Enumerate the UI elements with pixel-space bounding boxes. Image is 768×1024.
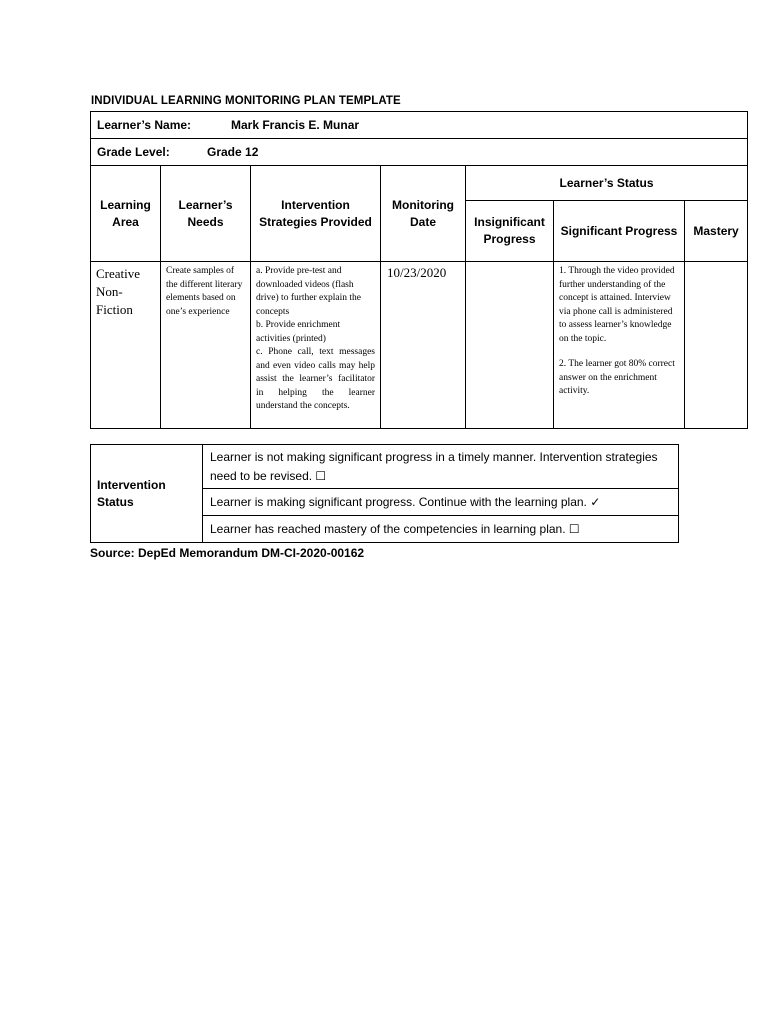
significant-progress-cell bbox=[554, 262, 685, 429]
grade-level-label: Grade Level: bbox=[97, 145, 170, 159]
source-citation: Source: DepEd Memorandum DM-CI-2020-00162 bbox=[90, 546, 365, 560]
progress-note: 1. Through the video provided further understanding of the concept is attained. Interview via phone call is administered to assess learner’s knowledge on the topic. bbox=[559, 266, 675, 344]
status-option-continue[interactable]: Learner is making significant progress. Continue with the learning plan. ✓ bbox=[203, 489, 679, 516]
strategy-item: b. Provide enrichment activities (printed) bbox=[256, 320, 341, 344]
header-insignificant-progress: Insignificant Progress bbox=[466, 201, 554, 262]
monitoring-plan-table bbox=[90, 111, 748, 429]
header-learners-needs: Learner’s Needs bbox=[161, 166, 251, 262]
intervention-status-table bbox=[90, 444, 679, 543]
mastery-cell bbox=[685, 262, 748, 429]
grade-level-value: Grade 12 bbox=[207, 145, 259, 159]
document-title: INDIVIDUAL LEARNING MONITORING PLAN TEMPLATE bbox=[91, 95, 401, 107]
learner-name-label: Learner’s Name: bbox=[97, 118, 192, 132]
learner-name-row bbox=[91, 112, 748, 139]
table-row bbox=[91, 262, 748, 429]
header-monitoring-date: Monitoring Date bbox=[381, 166, 466, 262]
status-option-mastery[interactable]: Learner has reached mastery of the competencies in learning plan. ☐ bbox=[203, 516, 679, 543]
grade-level-row bbox=[91, 139, 748, 166]
strategy-item: a. Provide pre-test and downloaded videos (flash drive) to further explain the concepts bbox=[256, 266, 361, 317]
strategy-item: c. Phone call, text messages and even video calls may help assist the learner’s facilitator in helping the learner understand the concepts. bbox=[256, 347, 375, 411]
learners-needs-cell: Create samples of the different literary elements based on one’s experience bbox=[161, 262, 251, 429]
intervention-status-label: Intervention Status bbox=[91, 445, 203, 543]
header-mastery: Mastery bbox=[685, 201, 748, 262]
header-learning-area: Learning Area bbox=[91, 166, 161, 262]
status-option-revise[interactable]: Learner is not making significant progress in a timely manner. Intervention strategies need to be revised. ☐ bbox=[203, 445, 679, 489]
header-intervention-strategies: Intervention Strategies Provided bbox=[251, 166, 381, 262]
progress-note: 2. The learner got 80% correct answer on the enrichment activity. bbox=[559, 359, 675, 396]
strategies-cell bbox=[251, 262, 381, 429]
header-learners-status: Learner’s Status bbox=[466, 166, 748, 201]
monitoring-date-cell: 10/23/2020 bbox=[381, 262, 466, 429]
insignificant-progress-cell bbox=[466, 262, 554, 429]
learning-area-cell: Creative Non-Fiction bbox=[91, 262, 161, 429]
header-significant-progress: Significant Progress bbox=[554, 201, 685, 262]
learner-name-value: Mark Francis E. Munar bbox=[231, 118, 360, 132]
